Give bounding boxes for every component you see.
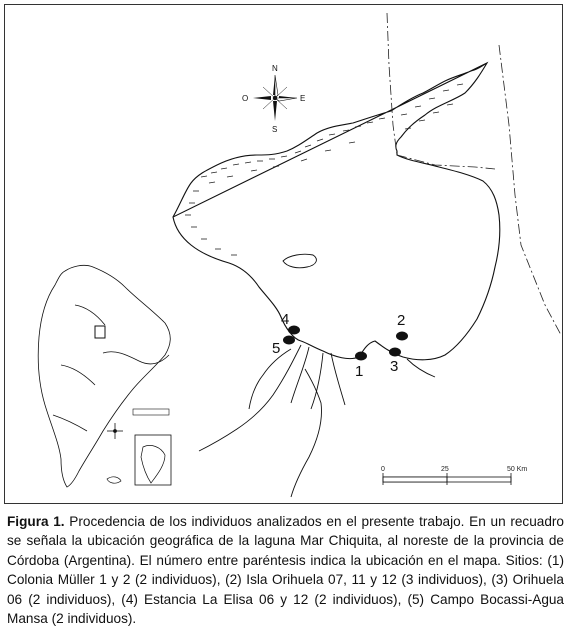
inset-mini-map-frame [133,409,169,415]
figure-caption [7,512,564,628]
mini-continent [141,445,165,483]
site-label-3: 3 [390,358,399,375]
scale-bar [381,466,527,485]
province-borders [387,13,561,335]
site-label-4: 4 [281,311,290,328]
site-label-2: 2 [397,312,406,329]
inset-locator-box [95,326,105,338]
site-marker-1 [355,352,367,361]
scale-tick-50: 50 Km [507,466,528,473]
lake-outline [173,63,500,360]
inset-south-america [38,265,170,487]
inset-mini-compass [107,423,123,439]
map-drawing [5,5,564,505]
site-marker-5 [283,336,295,345]
compass-rose [242,64,305,134]
caption-text: Procedencia de los individuos analizados en el presente trabajo. En un recuadro se señala la ubicación geográfica de la laguna Mar Chiquita, al noreste de la provincia de Córdoba (Argentina). El número entre paréntesis indica la ubicación en el mapa. Sitios: (1) Colonia Müller 1 y 2 (2 individuos), (2) Isla Orihuela 07, 11 y 12 (3 individuos), (3) Orihuela 06 (2 individuos), (4) Estancia La Elisa 06 y 12 (2 individuos), (5) Campo Bocassi-Agua Mansa (2 individuos). [7,514,564,627]
marsh-hatching [185,84,463,255]
caption-label: Figura 1. [7,514,65,529]
site-label-1: 1 [355,363,364,380]
site-markers [283,326,408,361]
map-figure [4,4,563,504]
compass-north: N [272,64,278,73]
inset-mini-map [135,435,171,485]
site-label-5: 5 [272,340,281,357]
compass-south: S [272,125,278,134]
site-marker-4 [288,326,300,335]
inset-islands [107,477,121,483]
lake-island [283,254,316,268]
site-marker-2 [396,332,408,341]
scale-tick-0: 0 [381,466,385,473]
scale-tick-25: 25 [441,466,449,473]
site-marker-3 [389,348,401,357]
rivers [199,345,435,497]
compass-west: O [242,94,249,103]
compass-east: E [300,94,306,103]
